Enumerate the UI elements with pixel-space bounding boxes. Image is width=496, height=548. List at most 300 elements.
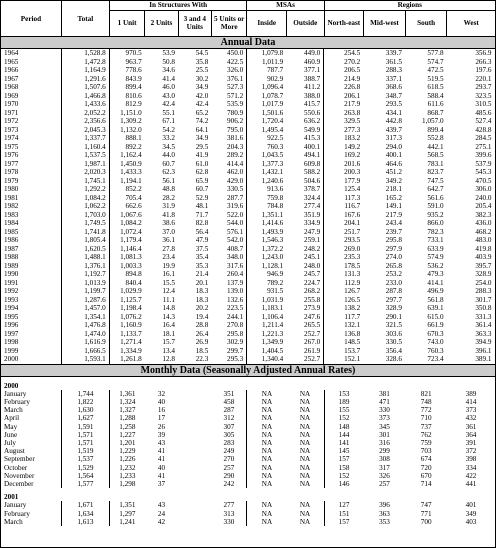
inside-msa-cell: 1,106.4 (247, 313, 287, 322)
period-cell: 1992 (4, 287, 19, 295)
one-unit-cell: 1,309.2 (109, 117, 144, 126)
table-row (1, 66, 495, 75)
midwest-cell: 451.2 (385, 168, 402, 176)
table-row (1, 143, 495, 152)
table-row (1, 279, 495, 288)
south-cell: 611.6 (427, 100, 444, 108)
midwest-cell: 287.8 (385, 287, 402, 295)
one-unit-cell: 1,288 (109, 414, 144, 422)
south-cell: 661.9 (427, 321, 444, 329)
table-row (1, 117, 495, 126)
total-cell: 1,292.2 (61, 185, 109, 194)
outside-msa-cell: 494.1 (304, 151, 321, 159)
two-units-cell: 26 (157, 422, 166, 431)
three-four-units-cell (178, 414, 211, 422)
period-cell: 1995 (4, 312, 19, 321)
one-unit-cell: 1,298 (109, 480, 144, 488)
table-row (1, 219, 495, 228)
total-cell: 1,013.9 (61, 279, 109, 288)
five-or-more-units-cell: 535.9 (227, 100, 244, 108)
one-unit-cell: 1,179.4 (109, 236, 144, 245)
total-cell: 1,528.8 (61, 49, 109, 58)
northeast-cell: 117.3 (324, 194, 364, 203)
inside-msa-cell: 1,351.1 (247, 211, 287, 220)
south-cell: 703 (420, 447, 432, 456)
west-cell: 293.7 (475, 83, 492, 91)
west-cell: 545.3 (475, 168, 492, 176)
table-row (1, 464, 495, 472)
west-cell: 436.0 (475, 219, 492, 227)
west-cell: 441 (465, 479, 477, 488)
three-four-units-cell: 74.2 (195, 117, 209, 125)
table-row (1, 58, 495, 67)
midwest-cell: 464.6 (385, 159, 402, 168)
period-cell: 1986 (4, 236, 19, 244)
northeast-header: North-east (324, 10, 364, 36)
table-row (1, 347, 495, 356)
midwest-cell: 471 (379, 397, 390, 406)
outside-msa-cell: 588.2 (304, 168, 321, 176)
five-or-more-units-header: 5 Units or More (211, 10, 246, 36)
outside-msa-cell: 415.7 (304, 100, 321, 108)
northeast-cell: 158 (324, 464, 364, 472)
inside-msa-cell: 1,432.1 (247, 168, 287, 177)
west-cell: 419.8 (475, 244, 492, 253)
two-units-cell: 24 (157, 509, 166, 518)
period-cell: December (4, 479, 34, 488)
five-or-more-units-cell: 348.0 (227, 253, 244, 261)
west-cell: 356.9 (475, 49, 492, 57)
period-cell: 1979 (4, 176, 19, 185)
three-four-units-cell (178, 455, 211, 463)
northeast-cell: 157 (324, 518, 364, 526)
west-cell: 537.9 (475, 159, 492, 168)
midwest-cell: 218.1 (385, 185, 402, 193)
total-cell: 1,666.5 (61, 347, 109, 356)
two-units-cell: 54.2 (162, 125, 175, 134)
three-four-units-cell: 52.9 (195, 193, 209, 202)
midwest-cell: 330.5 (385, 338, 402, 346)
table-row (1, 168, 495, 177)
five-or-more-units-cell: 414.4 (227, 159, 244, 168)
one-unit-cell: 1,271.4 (109, 338, 144, 347)
period-cell: 1980 (4, 185, 19, 193)
outside-msa-cell: 268.2 (304, 287, 321, 295)
northeast-cell: 112.9 (324, 279, 364, 288)
two-units-cell: 41 (157, 471, 166, 480)
one-unit-cell: 1,076.2 (109, 313, 144, 322)
annual-data-title: Annual Data (1, 36, 495, 49)
west-cell: 389 (465, 389, 477, 398)
outside-msa-cell: 549.9 (304, 125, 321, 134)
inside-msa-cell: 1,183.1 (247, 304, 287, 313)
west-cell: 483.0 (475, 236, 492, 244)
total-cell: 1,822 (61, 398, 109, 406)
three-four-units-cell (178, 406, 211, 414)
west-cell: 328.9 (475, 270, 492, 278)
table-row (1, 313, 495, 322)
table-row (1, 431, 495, 439)
two-units-cell: 53.9 (162, 49, 175, 57)
three-four-units-cell: 26.9 (195, 338, 209, 346)
five-or-more-units-cell: 312 (223, 414, 235, 423)
northeast-cell: 263.8 (324, 109, 364, 118)
total-cell: 1,291.6 (61, 75, 109, 84)
south-cell: 536.2 (427, 261, 444, 270)
two-units-cell: 41.4 (162, 74, 175, 83)
three-four-units-cell: 37.5 (195, 244, 209, 253)
total-cell: 1,192.7 (61, 270, 109, 279)
three-four-units-cell (178, 423, 211, 431)
northeast-cell: 270.2 (324, 58, 364, 67)
total-cell: 1,160.4 (61, 143, 109, 152)
five-or-more-units-cell: 408.7 (227, 244, 244, 253)
five-or-more-units-cell: 351 (223, 389, 235, 398)
total-cell: 1,466.8 (61, 92, 109, 101)
two-units-cell: 56.1 (162, 176, 175, 185)
outside-msa-cell: 388.7 (304, 74, 321, 83)
period-cell: 1965 (4, 57, 19, 66)
northeast-cell: 269.0 (324, 245, 364, 254)
three-four-units-cell: 82.8 (195, 219, 209, 227)
west-cell: 361 (465, 422, 477, 431)
period-cell: February (4, 397, 30, 406)
one-unit-cell: 1,232 (109, 464, 144, 472)
total-cell: 1,634 (61, 510, 109, 518)
total-cell: 1,564 (61, 472, 109, 480)
period-cell: 1978 (4, 168, 19, 176)
west-cell: 301.7 (475, 295, 492, 304)
midwest-cell: 297.9 (385, 244, 402, 253)
regions-header: Regions (324, 1, 495, 10)
outside-msa-cell: 460.9 (304, 57, 321, 66)
three-four-units-cell: 30.2 (195, 74, 209, 83)
south-cell: 479.3 (427, 270, 444, 278)
table-row (1, 211, 495, 220)
south-cell: 899.4 (427, 125, 444, 134)
south-cell: 574.9 (427, 253, 444, 261)
one-unit-cell: 888.1 (109, 134, 144, 143)
one-unit-cell: 1,261.8 (109, 355, 144, 364)
south-cell: 414.1 (427, 278, 444, 287)
outside-msa-cell: 252.7 (304, 355, 321, 363)
two-units-cell: 34.5 (162, 142, 175, 151)
south-cell: 639.1 (427, 304, 444, 312)
midwest-cell: 293.5 (385, 100, 402, 108)
outside-msa-cell: NA (299, 438, 311, 447)
one-unit-cell: 1,226 (109, 455, 144, 463)
south-cell: 772 (420, 406, 432, 415)
northeast-cell: 235.3 (324, 253, 364, 262)
period-cell: 1966 (4, 66, 19, 74)
two-units-cell: 41 (157, 455, 166, 464)
five-or-more-units-cell: 277 (223, 501, 235, 510)
northeast-cell: 251.7 (324, 228, 364, 237)
one-unit-cell: 1,351 (109, 501, 144, 509)
inside-msa-cell: 931.5 (247, 287, 287, 296)
northeast-cell: 153.7 (324, 347, 364, 356)
midwest-cell: 373 (379, 414, 390, 423)
three-four-units-cell: 26.4 (195, 329, 209, 338)
outside-msa-cell: 334.9 (304, 219, 321, 227)
northeast-cell: 167.6 (324, 211, 364, 220)
south-cell: 866.0 (427, 219, 444, 227)
midwest-cell: 321.5 (385, 321, 402, 329)
south-cell: 561.6 (427, 193, 444, 202)
total-cell: 1,529 (61, 464, 109, 472)
five-or-more-units-cell: 576.1 (227, 227, 244, 236)
three-four-units-cell: 65.2 (195, 108, 209, 117)
total-cell: 1,745.1 (61, 177, 109, 186)
inside-msa-cell: 1,017.9 (247, 100, 287, 109)
two-units-cell: 43 (157, 438, 166, 447)
west-cell: 334 (465, 463, 477, 472)
inside-msa-cell: 1,495.4 (247, 126, 287, 135)
inside-msa-cell: 1,493.9 (247, 228, 287, 237)
west-cell: 395.7 (475, 261, 492, 270)
northeast-cell: 127 (324, 501, 364, 509)
midwest-cell: 337.1 (385, 74, 402, 83)
south-cell: 700 (420, 517, 432, 526)
one-unit-cell: 970.5 (109, 49, 144, 58)
northeast-cell: 152 (324, 414, 364, 422)
midwest-cell: 290.1 (385, 312, 402, 321)
period-cell: November (4, 471, 35, 480)
period-cell: January (4, 501, 27, 510)
midwest-cell: 297.7 (385, 295, 402, 304)
two-units-cell: 33.2 (162, 134, 175, 142)
inside-msa-cell: 789.2 (247, 279, 287, 288)
one-unit-cell: 894.8 (109, 270, 144, 279)
south-cell: 710 (420, 414, 432, 423)
period-cell: March (4, 517, 23, 526)
two-units-cell: 50.8 (162, 57, 175, 66)
inside-msa-cell: NA (247, 406, 287, 414)
inside-msa-cell: NA (247, 390, 287, 398)
west-cell: 382.3 (475, 210, 492, 219)
northeast-cell: 126.5 (324, 296, 364, 305)
south-cell: 748 (420, 397, 432, 406)
midwest-cell: 316 (379, 438, 390, 447)
midwest-cell: 301 (379, 430, 390, 439)
table-row (1, 398, 495, 406)
inside-msa-cell: NA (247, 398, 287, 406)
northeast-cell: 136.8 (324, 330, 364, 339)
three-four-units-cell (178, 398, 211, 406)
table-row (1, 406, 495, 414)
table-row (1, 296, 495, 305)
two-units-cell: 16 (157, 406, 166, 415)
five-or-more-units-cell: 270.8 (227, 321, 244, 329)
five-or-more-units-cell: 290 (223, 471, 235, 480)
two-units-cell: 62.3 (162, 168, 175, 176)
period-cell: 1984 (4, 219, 19, 227)
one-unit-cell: 1,227 (109, 431, 144, 439)
west-cell: 470.5 (475, 176, 492, 185)
two-units-cell: 18.1 (162, 329, 175, 338)
five-or-more-units-cell: 422.5 (227, 57, 244, 66)
northeast-cell: 277.3 (324, 126, 364, 135)
inside-msa-cell: 1,720.4 (247, 117, 287, 126)
total-cell: 1,433.6 (61, 100, 109, 109)
total-cell: 1,620.5 (61, 245, 109, 254)
one-unit-cell: 1,133.7 (109, 330, 144, 339)
three-four-units-cell (178, 439, 211, 447)
inside-msa-cell: 1,501.6 (247, 109, 287, 118)
period-cell: 1991 (4, 278, 19, 287)
inside-msa-cell: 1,211.4 (247, 321, 287, 330)
south-cell: 442.1 (427, 142, 444, 151)
three-four-units-cell: 41.9 (195, 151, 209, 159)
five-or-more-units-cell: 270 (223, 455, 235, 464)
inside-msa-cell: 1,043.5 (247, 151, 287, 160)
five-or-more-units-cell: 257 (223, 463, 235, 472)
period-cell: 1996 (4, 321, 19, 329)
outside-msa-cell: 247.9 (304, 227, 321, 236)
three-four-units-cell: 28.8 (195, 321, 209, 329)
table-row (1, 304, 495, 313)
total-cell: 1,062.2 (61, 202, 109, 211)
five-or-more-units-cell: 522.0 (227, 210, 244, 219)
period-cell: 1968 (4, 83, 19, 91)
inside-msa-cell: 913.6 (247, 185, 287, 194)
two-units-cell: 37 (157, 479, 166, 488)
two-units-cell: 42.4 (162, 100, 175, 108)
period-cell: 1974 (4, 134, 19, 142)
midwest-cell: 274.0 (385, 253, 402, 261)
south-cell: 472.5 (427, 66, 444, 74)
one-unit-cell: 852.2 (109, 185, 144, 194)
south-cell: 519.5 (427, 74, 444, 83)
outside-msa-cell: 411.2 (304, 83, 321, 91)
one-unit-header: 1 Unit (109, 10, 144, 36)
three-four-units-cell: 56.4 (195, 227, 209, 236)
inside-msa-cell: NA (247, 455, 287, 463)
outside-msa-cell: 261.9 (304, 346, 321, 355)
table-row (1, 455, 495, 463)
three-four-units-cell: 18.5 (195, 346, 209, 355)
three-four-units-cell: 60.7 (195, 185, 209, 193)
total-cell: 1,537 (61, 455, 109, 463)
inside-msa-cell: 1,011.9 (247, 58, 287, 67)
midwest-cell: 294.0 (385, 142, 402, 151)
northeast-cell: 214.9 (324, 75, 364, 84)
midwest-cell: 348.7 (385, 91, 402, 100)
outside-msa-cell: NA (299, 447, 311, 456)
one-unit-cell: 1,084.2 (109, 219, 144, 228)
inside-msa-cell: 1,096.4 (247, 83, 287, 92)
northeast-cell: 152.1 (324, 355, 364, 364)
total-cell: 1,749.5 (61, 219, 109, 228)
one-unit-cell: 1,433.3 (109, 168, 144, 177)
northeast-cell: 177.9 (324, 177, 364, 186)
outside-msa-cell: 248.2 (304, 244, 321, 253)
five-or-more-units-cell: 249 (223, 447, 235, 456)
midwest-cell: 265.8 (385, 261, 402, 270)
west-header: West (447, 10, 495, 36)
west-cell: 254.0 (475, 278, 492, 287)
outside-msa-cell: 245.1 (304, 253, 321, 261)
total-cell: 1,472.8 (61, 58, 109, 67)
one-unit-cell: 1,324 (109, 398, 144, 406)
south-cell: 574.7 (427, 57, 444, 66)
three-four-units-cell (178, 431, 211, 439)
period-cell: 1990 (4, 270, 19, 278)
midwest-cell: 217.9 (385, 210, 402, 219)
five-or-more-units-cell: 137.9 (227, 278, 244, 287)
two-units-cell: 41 (157, 447, 166, 456)
two-units-header: 2 Units (145, 10, 178, 36)
five-or-more-units-cell: 326.0 (227, 66, 244, 74)
total-cell: 2,356.6 (61, 117, 109, 126)
two-units-cell: 16.1 (162, 270, 175, 278)
outside-msa-cell: 265.5 (304, 321, 321, 329)
period-cell: 1973 (4, 125, 19, 134)
one-unit-cell: 705.4 (109, 194, 144, 203)
period-cell: 1988 (4, 253, 19, 261)
three-four-units-cell: 42.4 (195, 100, 209, 108)
west-cell: 399.6 (475, 151, 492, 159)
total-cell: 1,287.6 (61, 296, 109, 305)
total-cell: 1,744 (61, 390, 109, 398)
one-unit-cell: 1,125.7 (109, 296, 144, 305)
period-cell: 1989 (4, 261, 19, 270)
south-cell: 935.2 (427, 210, 444, 219)
west-cell: 527.4 (475, 117, 492, 125)
west-cell: 396.1 (475, 346, 492, 355)
outside-msa-cell: 378.7 (304, 185, 321, 193)
table-row (1, 330, 495, 339)
table-row (1, 321, 495, 330)
one-unit-cell: 1,233 (109, 472, 144, 480)
monthly-data-table (1, 377, 495, 526)
table-row (1, 480, 495, 488)
period-cell: 1999 (4, 346, 19, 355)
outside-msa-cell: NA (299, 406, 311, 415)
inside-msa-cell: 1,546.3 (247, 236, 287, 245)
midwest-cell: 326 (379, 471, 390, 480)
west-cell: 197.6 (475, 66, 492, 74)
total-cell: 1,741.8 (61, 228, 109, 237)
five-or-more-units-cell: 289.2 (227, 151, 244, 159)
northeast-cell: 148.5 (324, 338, 364, 347)
inside-msa-cell: 1,079.8 (247, 49, 287, 58)
table-row (1, 390, 495, 398)
five-or-more-units-cell: 307 (223, 422, 235, 431)
inside-msa-cell: 787.7 (247, 66, 287, 75)
period-cell: September (4, 455, 35, 464)
one-unit-cell: 1,297 (109, 510, 144, 518)
inside-msa-cell: 759.8 (247, 194, 287, 203)
midwest-cell: 233.0 (385, 278, 402, 287)
south-cell: 743.0 (427, 338, 444, 346)
five-or-more-units-cell: 242 (223, 479, 235, 488)
northeast-cell: 126.7 (324, 287, 364, 296)
west-cell: 403 (465, 517, 477, 526)
table-row (1, 177, 495, 186)
midwest-cell: 299 (379, 447, 390, 456)
five-or-more-units-cell: 330 (223, 517, 235, 526)
period-cell: January (4, 389, 27, 398)
midwest-cell: 288.3 (385, 66, 402, 74)
south-cell: 642.7 (427, 185, 444, 193)
midwest-cell: 400.1 (385, 151, 402, 159)
midwest-cell: 353 (379, 517, 390, 526)
period-cell: 1975 (4, 142, 19, 151)
west-cell: 372 (465, 447, 477, 456)
total-cell: 1,354.1 (61, 313, 109, 322)
two-units-cell: 12.4 (162, 287, 175, 295)
